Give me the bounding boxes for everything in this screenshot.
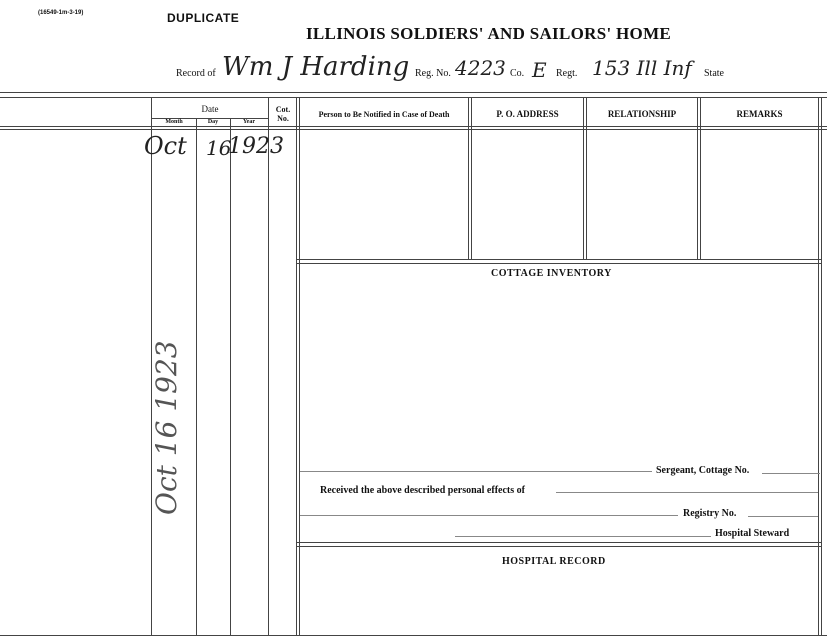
reg-no-label: Reg. No. <box>415 68 451 79</box>
entry-month: Oct <box>144 132 187 160</box>
day-header: Day <box>207 119 219 125</box>
po-address-header: P. O. ADDRESS <box>496 109 559 119</box>
entry-day: 16 <box>206 136 232 160</box>
registry-label: Registry No. <box>683 508 737 519</box>
notify-header: Person to Be Notified in Case of Death <box>318 110 450 119</box>
reg-no-value: 4223 <box>455 56 506 80</box>
record-of-value: Wm J Harding <box>222 52 410 82</box>
page-title: ILLINOIS SOLDIERS' AND SAILORS' HOME <box>306 24 672 43</box>
relationship-header: RELATIONSHIP <box>607 109 677 119</box>
vertical-note: Oct 16 1923 <box>150 340 183 515</box>
sergeant-label: Sergeant, Cottage No. <box>656 465 750 476</box>
co-label: Co. <box>510 68 525 79</box>
date-header: Date <box>201 104 219 114</box>
record-of-label: Record of <box>176 68 216 79</box>
hospital-record-title: HOSPITAL RECORD <box>502 556 606 567</box>
regt-value: 153 Ill Inf <box>592 56 692 80</box>
duplicate-stamp: DUPLICATE <box>167 11 240 25</box>
regt-label: Regt. <box>556 68 578 79</box>
remarks-header: REMARKS <box>736 109 783 119</box>
co-value: E <box>532 58 547 82</box>
state-label: State <box>704 68 724 79</box>
year-header: Year <box>243 119 255 125</box>
form-number: (16549-1m-3-19) <box>38 10 84 16</box>
received-label: Received the above described personal effects of <box>320 485 525 496</box>
entry-year: 1923 <box>228 134 284 159</box>
cot-header: Cot. No. <box>275 105 291 123</box>
hospital-steward-label: Hospital Steward <box>715 528 790 539</box>
month-header: Month <box>165 119 183 125</box>
cottage-inventory-title: COTTAGE INVENTORY <box>491 268 612 279</box>
